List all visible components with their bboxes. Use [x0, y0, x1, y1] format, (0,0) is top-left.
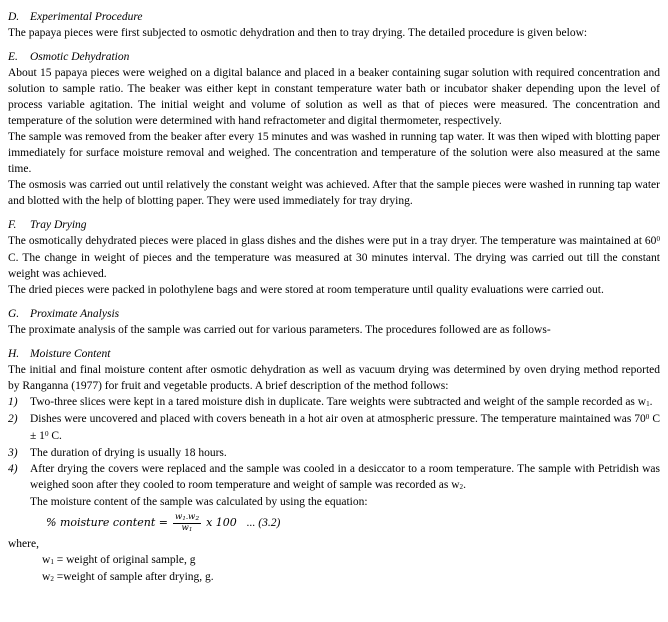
section-heading	[8, 49, 660, 65]
section-heading	[8, 217, 660, 233]
section-heading	[8, 9, 660, 25]
section-title: Experimental Procedure	[30, 11, 143, 23]
list-item-text: Two-three slices were kept in a tared moisture dish in duplicate. Tare weights were subtracted and weight of the sample recorded as $w_1$.	[30, 396, 653, 409]
equation-intro-line: The moisture content of the sample was calculated by using the equation:	[30, 496, 368, 508]
list-item-number: 4)	[8, 463, 18, 475]
definition-line: $w_1$ = weight of original sample, g	[42, 554, 196, 567]
equation-fraction	[173, 513, 201, 534]
paragraph: The sample was removed from the beaker after every 15 minutes and was washed in running tap water. It was then wiped with blotting paper immediately for surface moisture removal and weighed. The concentration and temperature of the solution were also measured at the same time.	[8, 131, 660, 175]
numbered-list	[8, 394, 660, 494]
fraction-numerator: $w_{1-}w_2$	[174, 511, 200, 522]
section-proximate-analysis	[8, 306, 660, 338]
paragraph: The papaya pieces were first subjected to osmotic dehydration and then to tray drying. The detailed procedure is given below:	[8, 27, 588, 39]
list-item-text: Dishes were uncovered and placed with covers beneath in a hot air oven at atmospheric pressure. The temperature maintained was $70^0$ $C \pm 1^0$ C.	[30, 412, 661, 442]
section-title: Moisture Content	[30, 348, 111, 360]
section-letter: H.	[8, 348, 20, 360]
section-heading	[8, 306, 660, 322]
list-item-number: 2)	[8, 413, 18, 425]
paragraph: About 15 papaya pieces were weighed on a digital balance and placed in a beaker containing sugar solution with required concentration and solution to sample ratio. The beaker was either kept in constant temperature water bath or incubator shaker depending upon the level of process variable agitation. The initial weight and volume of solution as well as that of pieces were measured. The concentration and temperature of the solution were determined with hand refractometer and digital thermometer, respectively.	[8, 67, 660, 127]
section-tray-drying	[8, 217, 660, 298]
section-osmotic-dehydration	[8, 49, 660, 209]
moisture-equation	[46, 512, 660, 534]
definition-line: $w_2$ =weight of sample after drying, g.	[42, 571, 214, 584]
section-title: Tray Drying	[30, 219, 87, 231]
list-item-text: The duration of drying is usually 18 hours.	[30, 447, 227, 459]
section-experimental-procedure	[8, 9, 660, 41]
equation-reference: ... (3.2)	[246, 517, 281, 529]
section-letter: G.	[8, 308, 20, 320]
section-letter: D.	[8, 11, 20, 23]
list-item	[8, 445, 660, 461]
equation-multiplier: x 100	[206, 516, 237, 529]
section-letter: F.	[8, 219, 17, 231]
paragraph: The osmosis was carried out until relatively the constant weight was achieved. After that the sample pieces were washed in running tap water and blotted with the help of blotting paper. They were used immediately for tray drying.	[8, 179, 660, 207]
section-heading	[8, 346, 660, 362]
section-moisture-content	[8, 346, 660, 586]
section-title: Proximate Analysis	[30, 308, 120, 320]
paragraph: The proximate analysis of the sample was carried out for various parameters. The procedures followed are as follows-	[8, 324, 551, 336]
equation-lhs: % moisture content =	[46, 516, 168, 529]
list-item-number: 3)	[8, 447, 18, 459]
paragraph: The initial and final moisture content after osmotic dehydration as well as vacuum drying was determined by oven drying method reported by Ranganna (1977) for fruit and vegetable products. A brief description of the method follows:	[8, 364, 660, 392]
list-item	[8, 411, 660, 445]
list-item-number: 1)	[8, 396, 18, 408]
where-label: where,	[8, 538, 39, 550]
fraction-denominator: $w_1$	[181, 522, 193, 533]
section-title: Osmotic Dehydration	[30, 51, 130, 63]
paragraph: The dried pieces were packed in polothylene bags and were stored at room temperature until quality evaluations were carried out.	[8, 284, 604, 296]
list-item	[8, 461, 660, 494]
list-item	[8, 394, 660, 411]
section-letter: E.	[8, 51, 18, 63]
list-item-text: After drying the covers were replaced and the sample was cooled in a desiccator to a room temperature. The sample with Petridish was weighed soon after they cooled to room temperature and weight of sample was recorded as $w_2$.	[30, 463, 660, 492]
paragraph: The osmotically dehydrated pieces were placed in glass dishes and the dishes were put in a tray dryer. The temperature was maintained at $60^0$ C. The change in weight of pieces and the temperature was measured at 30 minutes interval. The drying was carried out till the constant weight was achieved.	[8, 234, 660, 280]
